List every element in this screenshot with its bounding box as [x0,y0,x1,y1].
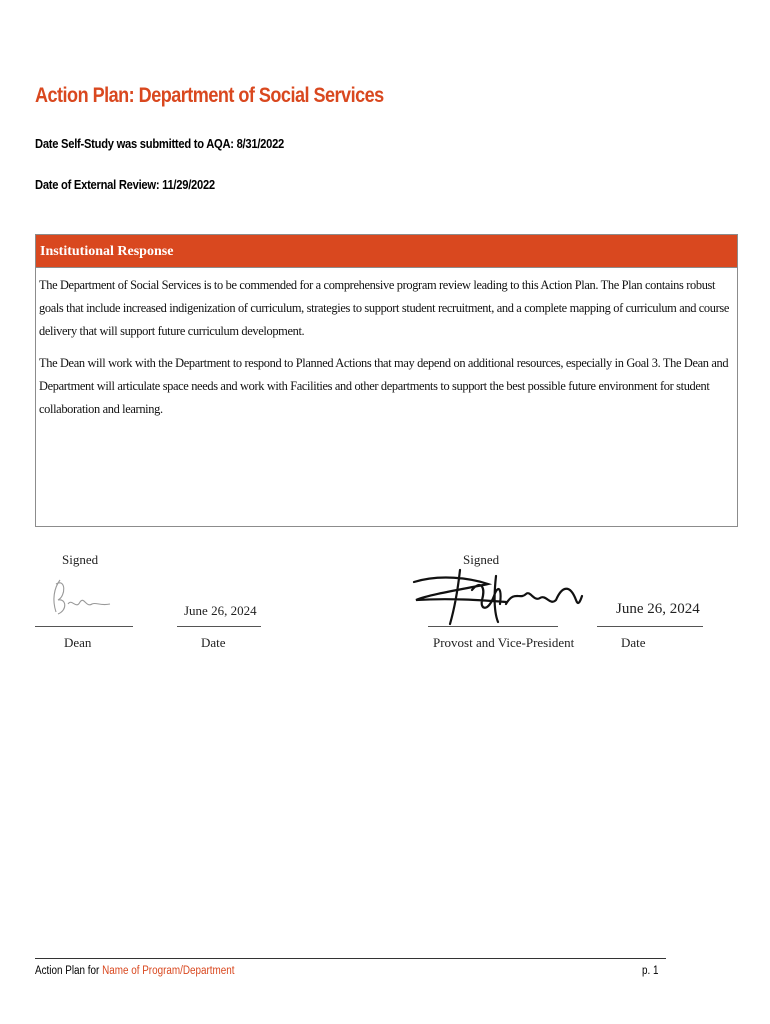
page-title: Action Plan: Department of Social Services [35,84,384,107]
provost-signature-line [428,626,558,627]
footer-program-label [35,965,235,977]
institutional-response-header: Institutional Response [36,235,737,268]
page-number: p. 1 [642,965,659,977]
provost-signature-image [410,560,585,632]
dean-signed-label: Signed [62,552,99,567]
provost-date-label: Date [621,635,646,650]
footer-rule [35,958,666,959]
provost-role-label: Provost and Vice-President [433,635,575,650]
provost-signed-label: Signed [463,552,500,567]
external-review-date-line: Date of External Review: 11/29/2022 [35,177,215,192]
institutional-response-box [35,234,738,527]
dean-date-value: June 26, 2024 [184,603,257,618]
response-paragraph: The Department of Social Services is to be commended for a comprehensive program review leading to this Action Plan. The Plan contains robust goals that include increased indigenization of curriculum, strategies to support student recruitment, and a complete mapping of curriculum and course delivery that will support future curriculum development. [39,278,730,338]
dean-date-label: Date [201,635,226,650]
dean-date-line [177,626,261,627]
submitted-date-line: Date Self-Study was submitted to AQA: 8/31/2022 [35,136,285,151]
provost-date-line [597,626,703,627]
dean-signature-line [35,626,133,627]
response-paragraph: The Dean will work with the Department to respond to Planned Actions that may depend on additional resources, especially in Goal 3. The Dean and Department will articulate space needs and work with Facilities and other departments to support the best possible future environment for student collaboration and learning. [39,356,729,416]
institutional-response-body [36,268,737,421]
footer-program-placeholder: Name of Program/Department [102,965,235,977]
dean-signature-image [36,574,116,622]
dean-role-label: Dean [64,635,92,650]
provost-date-value: June 26, 2024 [616,601,700,617]
footer-prefix: Action Plan for [35,965,103,977]
